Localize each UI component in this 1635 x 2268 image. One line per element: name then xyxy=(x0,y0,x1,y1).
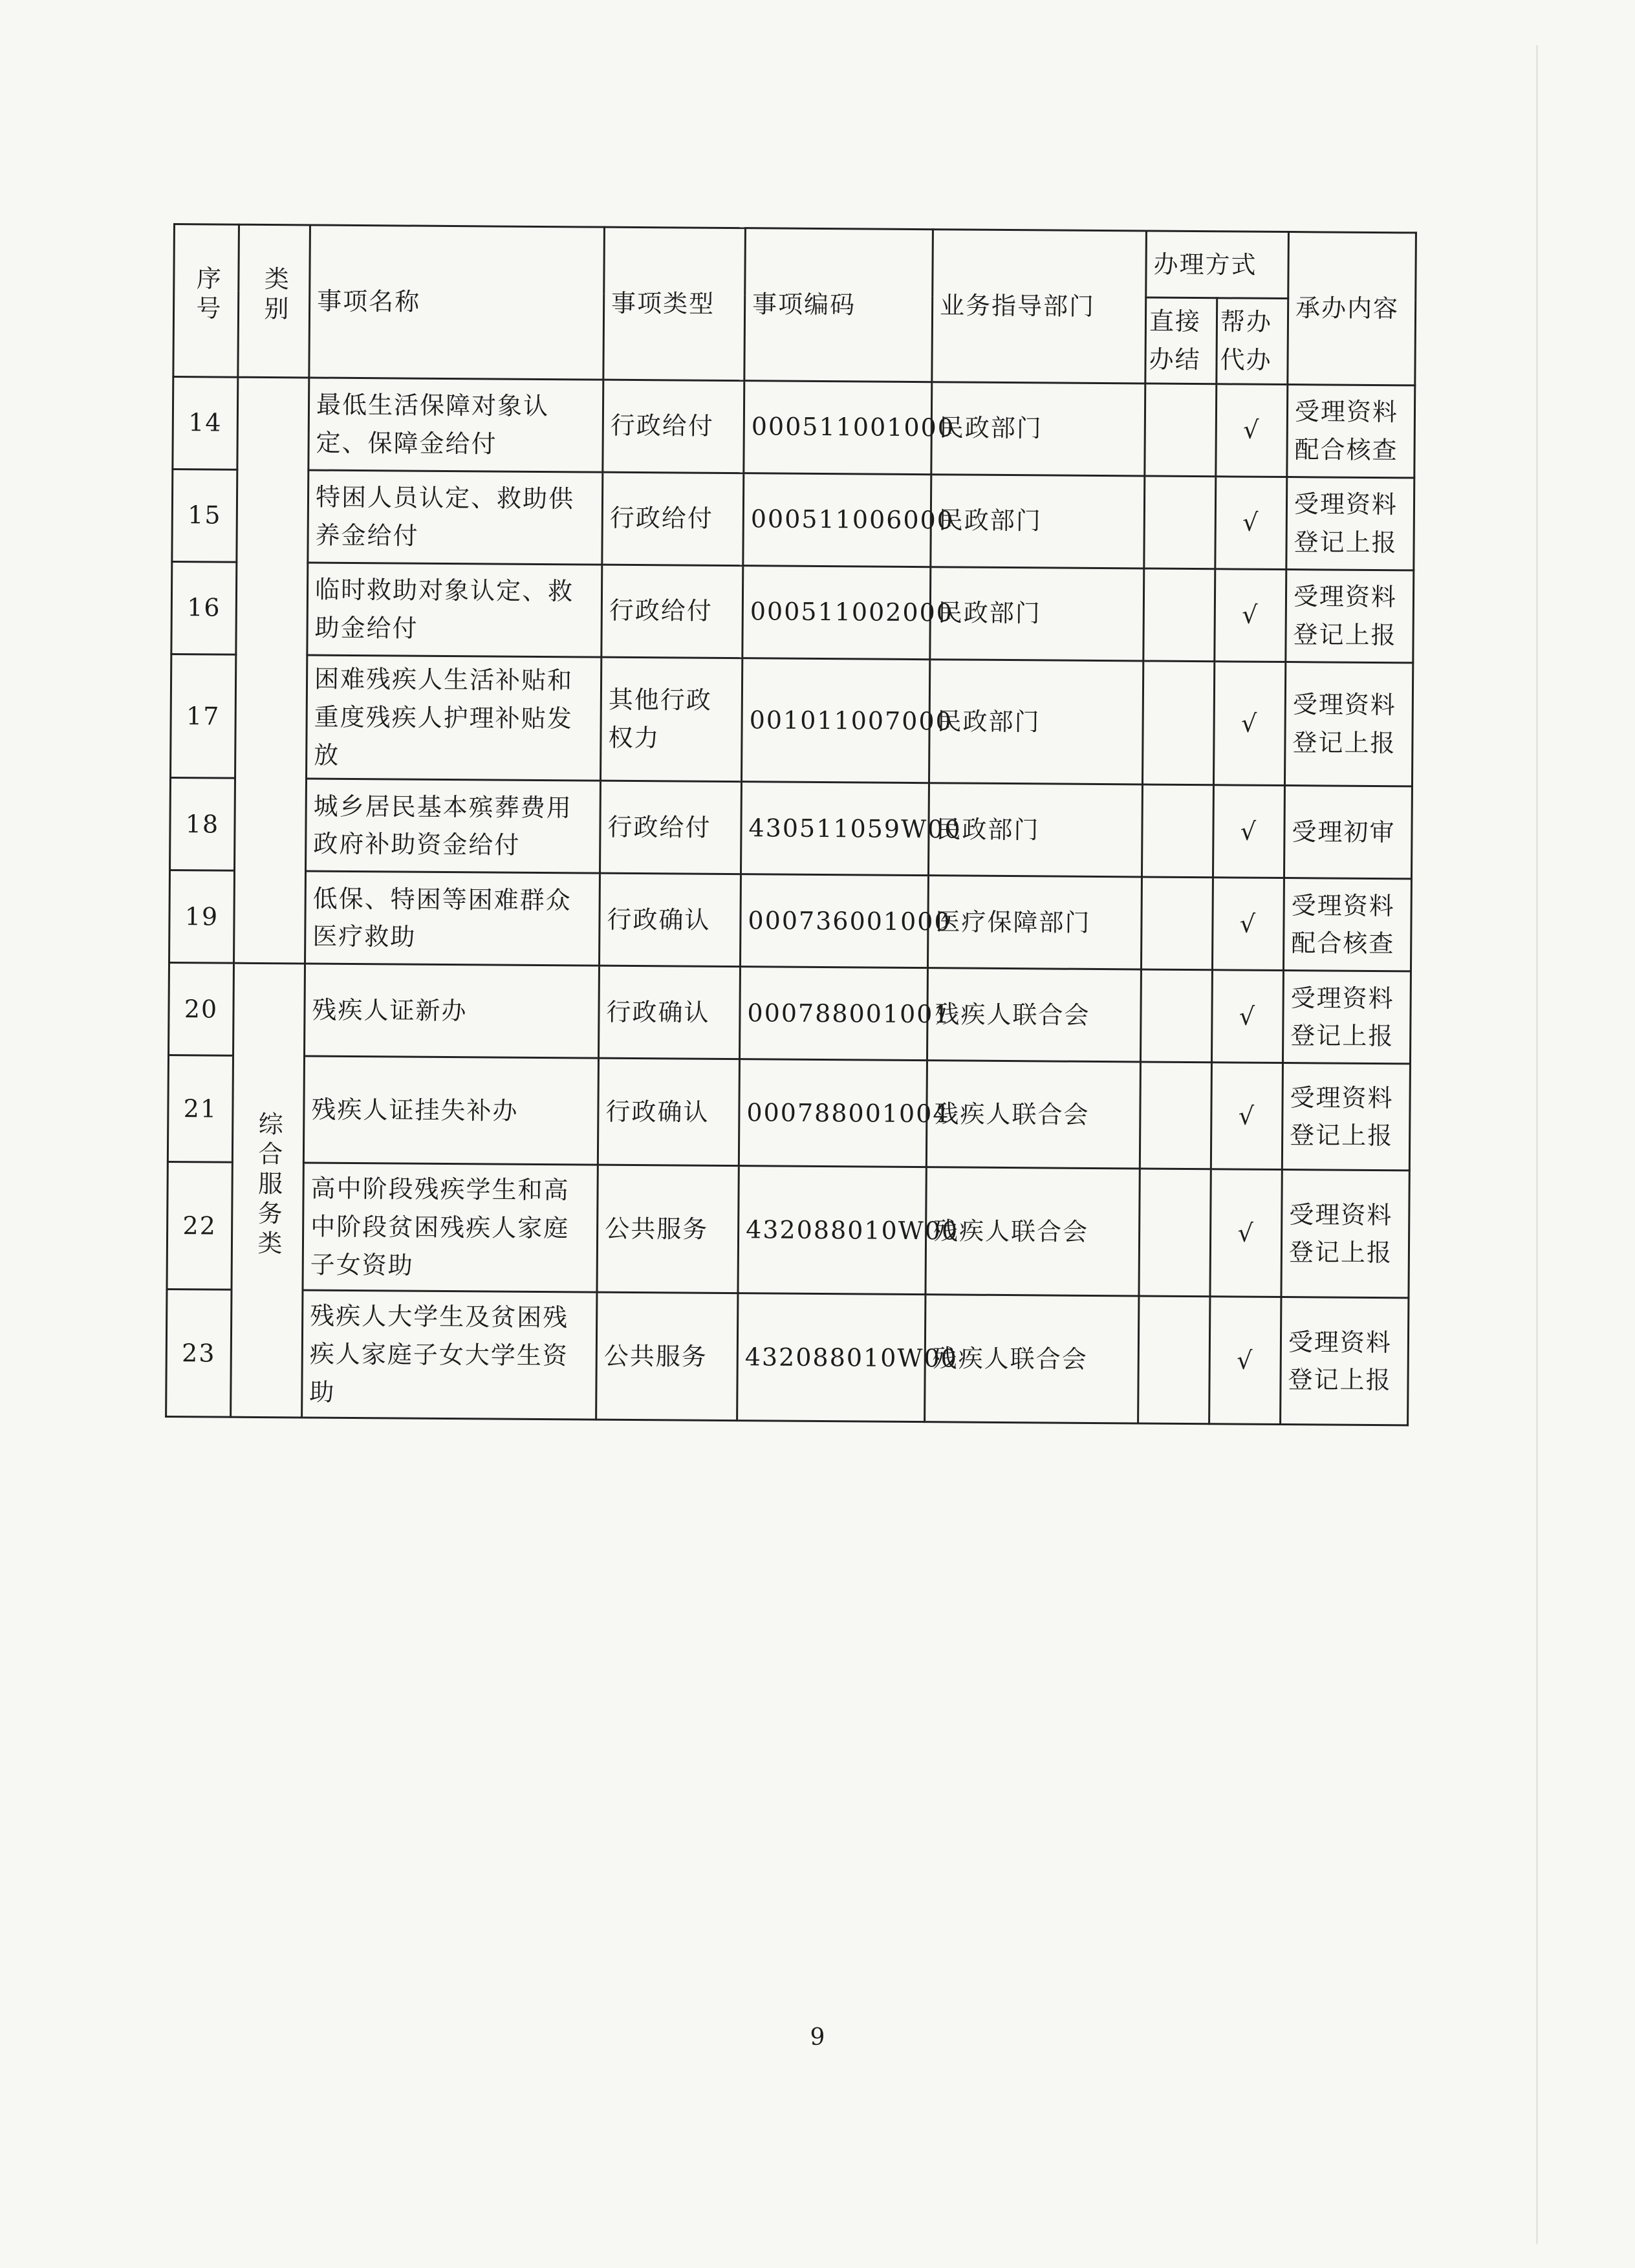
row-content: 受理资料登记上报 xyxy=(1286,569,1414,662)
row-content: 受理资料登记上报 xyxy=(1282,1063,1410,1171)
row-seq: 17 xyxy=(171,654,236,778)
row-item-name: 残疾人大学生及贫困残疾人家庭子女大学生资助 xyxy=(302,1290,597,1420)
row-item-type: 公共服务 xyxy=(596,1293,738,1421)
row-dept: 民政部门 xyxy=(929,659,1143,784)
row-assist-check: √ xyxy=(1216,384,1288,477)
row-item-type: 行政给付 xyxy=(601,565,743,658)
row-seq: 22 xyxy=(167,1162,232,1290)
row-item-name: 困难残疾人生活补贴和重度残疾人护理补贴发放 xyxy=(307,655,601,781)
row-direct xyxy=(1141,877,1213,970)
row-dept: 医疗保障部门 xyxy=(927,876,1142,969)
row-item-code: 000511006000 xyxy=(743,473,931,567)
row-item-type: 行政给付 xyxy=(602,472,744,566)
header-method-direct: 直接办结 xyxy=(1145,297,1217,384)
header-method: 办理方式 xyxy=(1146,231,1289,299)
row-dept: 残疾人联合会 xyxy=(926,1167,1140,1296)
category-cell-empty xyxy=(234,377,309,964)
table-row xyxy=(168,1055,1410,1171)
row-seq: 21 xyxy=(168,1055,233,1163)
row-item-code: 000736001000 xyxy=(740,874,928,968)
table-row xyxy=(171,561,1414,662)
row-item-code: 000511002000 xyxy=(742,565,931,659)
row-item-name: 临时救助对象认定、救助金给付 xyxy=(307,563,602,657)
header-category: 类别 xyxy=(238,224,310,378)
page-number: 9 xyxy=(810,2024,825,2051)
row-assist-check: √ xyxy=(1213,785,1284,878)
table-row xyxy=(167,1162,1409,1298)
row-dept: 残疾人联合会 xyxy=(925,1295,1139,1423)
row-item-name: 城乡居民基本殡葬费用政府补助资金给付 xyxy=(306,779,601,873)
row-seq: 15 xyxy=(172,469,237,562)
row-item-type: 行政给付 xyxy=(600,781,741,875)
row-assist-check: √ xyxy=(1212,878,1284,971)
row-item-type: 行政确认 xyxy=(598,966,740,1060)
header-content: 承办内容 xyxy=(1288,232,1416,385)
row-item-name: 低保、特困等困难群众医疗救助 xyxy=(305,871,600,966)
row-dept: 民政部门 xyxy=(930,567,1144,660)
row-item-code: 001011007000 xyxy=(741,658,929,783)
table-row xyxy=(171,654,1413,786)
row-item-name: 残疾人证新办 xyxy=(305,964,600,1058)
row-content: 受理资料登记上报 xyxy=(1283,971,1411,1064)
row-item-type: 行政确认 xyxy=(598,1059,739,1167)
row-direct xyxy=(1143,568,1215,662)
row-dept: 残疾人联合会 xyxy=(927,968,1141,1062)
row-direct xyxy=(1144,476,1216,569)
category-cell xyxy=(231,964,305,1418)
row-assist-check: √ xyxy=(1215,477,1287,570)
row-direct xyxy=(1138,1296,1210,1424)
header-item-type: 事项类型 xyxy=(603,227,746,380)
row-item-name: 最低生活保障对象认定、保障金给付 xyxy=(309,378,603,472)
row-item-code: 000788001001 xyxy=(739,967,927,1061)
row-item-code: 432088010W00 xyxy=(738,1166,926,1295)
row-direct xyxy=(1140,969,1212,1063)
row-item-name: 高中阶段残疾学生和高中阶段贫困残疾人家庭子女资助 xyxy=(303,1163,598,1292)
row-assist-check: √ xyxy=(1215,569,1286,662)
page-edge xyxy=(1536,45,1538,2244)
row-item-type: 行政确认 xyxy=(599,874,741,967)
row-content: 受理资料登记上报 xyxy=(1286,477,1414,570)
row-assist-check: √ xyxy=(1210,1169,1282,1297)
row-content: 受理资料登记上报 xyxy=(1281,1170,1409,1298)
header-method-assist: 帮办代办 xyxy=(1217,298,1288,385)
row-item-type: 其他行政权力 xyxy=(600,657,742,782)
row-content: 受理资料登记上报 xyxy=(1284,662,1413,786)
row-seq: 18 xyxy=(170,778,235,871)
row-seq: 23 xyxy=(166,1290,232,1418)
table-row xyxy=(166,1290,1409,1425)
row-direct xyxy=(1145,383,1217,477)
row-direct xyxy=(1142,784,1213,878)
table-row xyxy=(172,469,1414,570)
category-label: 综合服务类 xyxy=(253,1110,283,1260)
row-item-code: 000511001000 xyxy=(744,380,932,474)
row-item-type: 公共服务 xyxy=(597,1165,739,1294)
service-items-table xyxy=(165,223,1417,1427)
row-assist-check: √ xyxy=(1209,1297,1281,1425)
row-dept: 民政部门 xyxy=(931,382,1145,475)
header-item-code: 事项编码 xyxy=(744,228,933,382)
row-item-name: 特困人员认定、救助供养金给付 xyxy=(308,470,603,565)
row-item-type: 行政给付 xyxy=(603,380,744,473)
row-item-code: 430511059W00 xyxy=(741,782,929,876)
row-content: 受理资料登记上报 xyxy=(1281,1297,1409,1425)
row-content: 受理资料配合核查 xyxy=(1287,384,1415,477)
header-seq: 序号 xyxy=(173,224,239,377)
table-row xyxy=(170,778,1413,879)
row-assist-check: √ xyxy=(1213,662,1285,786)
row-dept: 残疾人联合会 xyxy=(926,1061,1140,1169)
row-direct xyxy=(1140,1062,1211,1169)
header-dept: 业务指导部门 xyxy=(932,230,1147,383)
row-direct xyxy=(1139,1169,1211,1297)
row-content: 受理初审 xyxy=(1284,786,1412,879)
row-content: 受理资料配合核查 xyxy=(1283,878,1411,971)
row-seq: 20 xyxy=(169,963,234,1056)
row-dept: 民政部门 xyxy=(928,783,1142,877)
row-dept: 民政部门 xyxy=(931,474,1145,568)
row-item-code: 432088010W00 xyxy=(737,1293,926,1422)
row-item-code: 000788001004 xyxy=(739,1059,927,1167)
table-row xyxy=(173,376,1415,477)
row-seq: 16 xyxy=(171,561,237,654)
row-assist-check: √ xyxy=(1211,1063,1283,1170)
row-direct xyxy=(1142,661,1214,785)
row-seq: 14 xyxy=(173,376,238,470)
row-seq: 19 xyxy=(169,870,235,964)
table-row xyxy=(169,963,1411,1064)
row-assist-check: √ xyxy=(1211,970,1283,1063)
header-item-name: 事项名称 xyxy=(309,225,605,380)
table-row xyxy=(169,870,1412,971)
row-item-name: 残疾人证挂失补办 xyxy=(303,1056,598,1165)
